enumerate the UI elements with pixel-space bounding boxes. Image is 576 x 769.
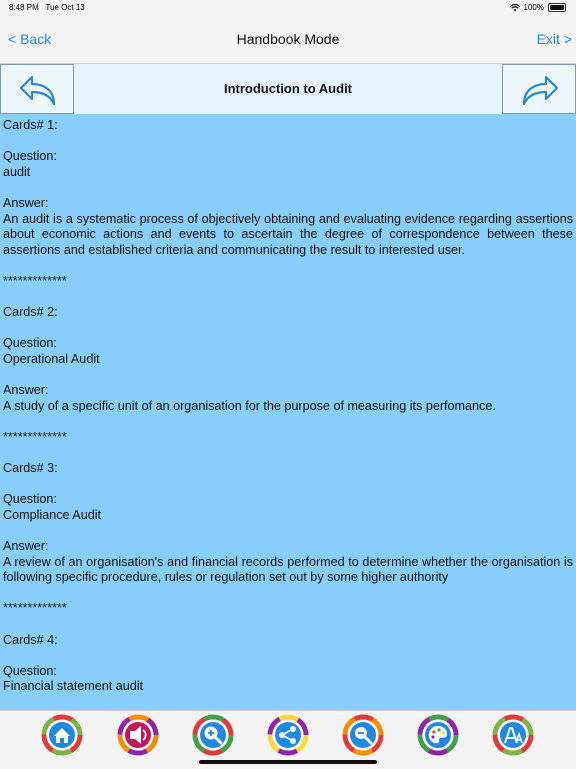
arrow-right-icon (520, 74, 560, 106)
zoom-in-icon[interactable] (191, 713, 235, 757)
question-text: audit (3, 164, 31, 179)
card-1 (3, 118, 573, 290)
card-header: Cards# 1: (3, 118, 58, 132)
answer-text: An audit is a systematic process of objectively obtaining and evaluating evidence regarding assertions about economic actions and events to ascertain the degree of correspondence between these assertions and established criteria and communicating the result to interested user. (3, 211, 573, 257)
question-label: Question: (3, 492, 57, 507)
navigation-bar (0, 16, 576, 64)
arrow-left-icon (18, 74, 58, 106)
battery-icon (548, 3, 566, 12)
home-icon[interactable] (40, 713, 84, 757)
answer-text: A study of a specific unit of an organisation for the purpose of measuring its perfomance. (3, 398, 496, 413)
card-header: Cards# 4: (3, 632, 58, 647)
card-4 (3, 633, 573, 695)
answer-label: Answer: (3, 195, 49, 210)
status-bar (0, 0, 576, 16)
question-text: Operational Audit (3, 351, 100, 366)
card-separator: ************* (3, 601, 67, 616)
question-text: Compliance Audit (3, 507, 102, 522)
back-button[interactable]: < Back (8, 31, 52, 47)
answer-label: Answer: (3, 539, 49, 554)
card-2 (3, 305, 573, 445)
cards-list (0, 114, 576, 695)
card-header: Cards# 2: (3, 305, 58, 320)
wifi-icon (510, 4, 520, 12)
card-content-area[interactable] (0, 114, 576, 710)
status-right (510, 3, 566, 12)
card-3 (3, 461, 573, 617)
zoom-out-icon[interactable] (341, 713, 385, 757)
chapter-title: Introduction to Audit (75, 64, 501, 114)
answer-text: A review of an organisation's and financial records performed to determine whether the organisation is following specific procedure, rules or regulation set out by some higher authority (3, 554, 573, 585)
question-label: Question: (3, 149, 57, 164)
exit-button[interactable]: Exit > (536, 31, 572, 47)
palette-icon[interactable] (416, 713, 460, 757)
card-separator: ************* (3, 429, 67, 444)
speaker-icon[interactable] (116, 713, 160, 757)
page-title: Handbook Mode (236, 31, 340, 47)
battery-percent: 100% (523, 3, 544, 12)
answer-label: Answer: (3, 383, 49, 398)
previous-chapter-button[interactable] (0, 64, 74, 114)
share-icon[interactable] (266, 713, 310, 757)
chapter-toolbar (0, 64, 576, 115)
next-chapter-button[interactable] (502, 64, 576, 114)
home-indicator (199, 760, 377, 764)
question-label: Question: (3, 336, 57, 351)
font-icon[interactable] (491, 713, 535, 757)
question-text: Financial statement audit (3, 679, 144, 694)
status-time-date: 8:48 PM Tue Oct 13 (9, 3, 85, 12)
card-separator: ************* (3, 273, 67, 288)
card-header: Cards# 3: (3, 461, 58, 476)
question-label: Question: (3, 663, 57, 678)
